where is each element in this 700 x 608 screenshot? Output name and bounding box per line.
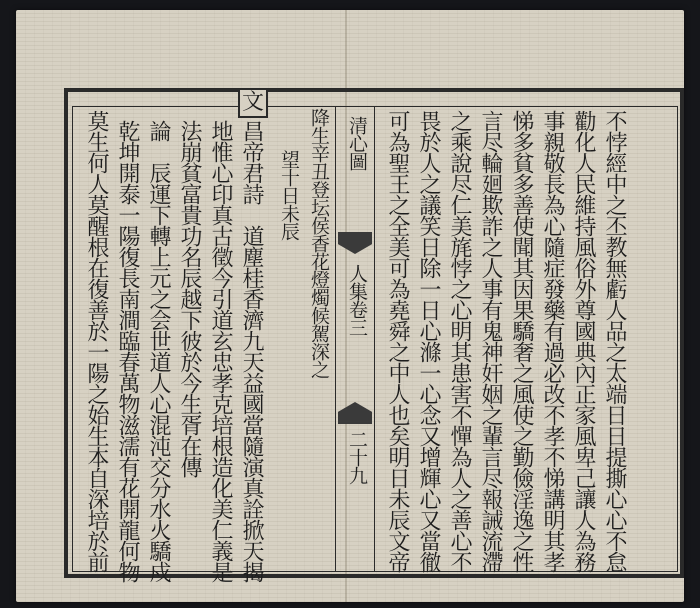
center-page-number: 二十九	[346, 430, 368, 484]
center-column	[335, 106, 375, 572]
text-column-r7: 畏於人之議笑日除一日心滌一心念又增輝心又當徹	[416, 110, 441, 572]
title-char-box: 文	[238, 88, 268, 118]
center-volume: 人集卷三	[346, 264, 368, 336]
text-column-r8: 可為聖王之全美可為堯舜之中人也矣明日未辰文帝	[385, 110, 410, 572]
text-column-r6: 之乘說尽仁美旄悖之心明其患害不憚為人之善心不	[447, 110, 472, 572]
center-title: 清心圖	[346, 116, 368, 170]
text-column-l6: 論 辰運下轉上元之会世道人心混沌交分水火驕戍	[146, 120, 171, 582]
text-column-r1: 不悖經中之丕教無虧人品之太端日日提撕心心不怠	[602, 110, 627, 572]
text-column-l4: 地惟心印真古徵今引道玄忠孝克培根造化美仁義是	[208, 120, 233, 582]
text-column-r2: 勸化人民維持風俗外尊國典內正家風卑己讓人為務	[571, 110, 596, 572]
text-column-r4: 悌多貧多善使聞其因果驕奢之風使之勤儉淫逸之性	[509, 110, 534, 572]
text-column-r3: 事親敬長為心隨症發藥有過必改不孝不悌講明其孝	[540, 110, 565, 572]
text-column-l3: 昌帝君詩 道塵桂香濟九天益國當隨演真詮掀天揭	[239, 120, 264, 582]
text-column-l1: 降生辛丑登坛侯香花燈燭候駕深之	[308, 108, 330, 378]
text-column-l8: 莫生何人莫醒根在復善於一陽之始生本自深培於前	[84, 110, 109, 572]
text-column-l7: 乾坤開泰一陽復長南澗臨春萬物滋濡有花開龍何物	[115, 120, 140, 582]
text-column-l2: 望十日未辰	[278, 150, 300, 240]
text-column-r5: 言尽輪廻欺詐之人事有鬼神奸姻之輩言尽報誡流滯	[478, 110, 503, 572]
text-column-l5: 法崩貧富貴功名辰越下彼於今生胥在傳	[177, 120, 202, 477]
